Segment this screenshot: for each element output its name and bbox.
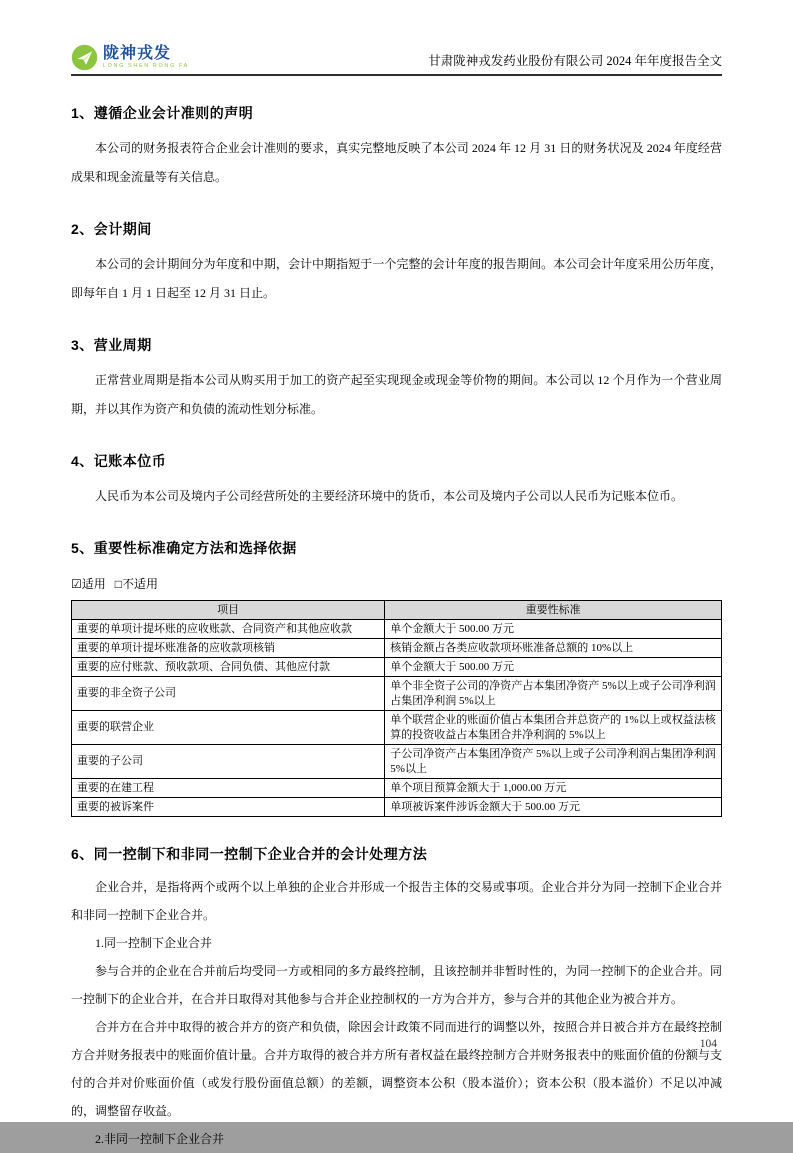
table-cell-item: 重要的应付账款、预收款项、合同负债、其他应付款 [72,658,385,677]
table-row [72,711,722,745]
page-header [71,0,722,71]
table-cell-item: 重要的单项计提坏账准备的应收款项核销 [72,639,385,658]
materiality-table [71,600,722,817]
table-cell-criterion: 单个联营企业的账面价值占本集团合并总资产的 1%以上或权益法核算的投资收益占本集团合并净利润的 5%以上 [385,711,722,745]
table-cell-item: 重要的单项计提坏账的应收账款、合同资产和其他应收款 [72,620,385,639]
paragraph: 正常营业周期是指本公司从购买用于加工的资产起至实现现金或现金等价物的期间。本公司以 12 个月作为一个营业周期，并以其作为资产和负债的流动性划分标准。 [71,373,722,416]
table-row [72,658,722,677]
table-cell-criterion: 单个项目预算金额大于 1,000.00 万元 [385,779,722,798]
table-cell-criterion: 子公司净资产占本集团净资产 5%以上或子公司净利润占集团净利润 5%以上 [385,745,722,779]
section-accounting-standards [71,103,722,192]
report-title: 甘肃陇神戎发药业股份有限公司 2024 年年度报告全文 [428,54,722,68]
section-heading: 5、重要性标准确定方法和选择依据 [71,540,297,556]
table-row [72,677,722,711]
table-row [72,779,722,798]
section-heading: 1、遵循企业会计准则的声明 [71,105,254,121]
section-heading: 2、会计期间 [71,221,152,237]
table-cell-criterion: 单个金额大于 500.00 万元 [385,620,722,639]
applicable-checkbox: ☑适用 [71,577,106,591]
section-functional-currency [71,451,722,511]
table-header-item: 项目 [72,601,385,620]
table-cell-criterion: 核销金额占各类应收款项坏账准备总额的 10%以上 [385,639,722,658]
section-accounting-period [71,219,722,308]
table-cell-criterion: 单个金额大于 500.00 万元 [385,658,722,677]
section-heading: 6、同一控制下和非同一控制下企业合并的会计处理方法 [71,846,428,862]
paragraph: 合并方在合并中取得的被合并方的资产和负债，除因会计政策不同而进行的调整以外，按照合并日被合并方在最终控制方合并财务报表中的账面价值计量。合并方取得的被合并方所有者权益在最终控制方合并财务报表中的账面价值的份额与支付的合并对价账面价值（或发行股份面值总额）的差额，调整资本公积（股本溢价）；资本公积（股本溢价）不足以冲减的，调整留存收益。 [71,1020,722,1118]
table-cell-criterion: 单个非全资子公司的净资产占本集团净资产 5%以上或子公司净利润占集团净利润 5%以上 [385,677,722,711]
paragraph: 本公司的会计期间分为年度和中期，会计中期指短于一个完整的会计年度的报告期间。本公司会计年度采用公历年度，即每年自 1 月 1 日起至 12 月 31 日止。 [71,257,722,300]
paragraph: 1.同一控制下企业合并 [95,936,213,950]
table-header-criterion: 重要性标准 [385,601,722,620]
section-operating-cycle [71,335,722,424]
table-cell-item: 重要的联营企业 [72,711,385,745]
logo-company-name: 陇神戎发 [103,44,172,62]
section-heading: 3、营业周期 [71,337,152,353]
section-materiality-criteria [71,538,722,817]
page-number: 104 [699,1038,717,1050]
section-business-combinations [71,844,722,1153]
paragraph: 2.非同一控制下企业合并 [95,1132,225,1146]
table-header-row [72,601,722,620]
table-row [72,745,722,779]
table-cell-item: 重要的被诉案件 [72,798,385,817]
applicability-row [71,575,722,592]
table-cell-item: 重要的子公司 [72,745,385,779]
header-divider [71,74,722,76]
paragraph: 企业合并，是指将两个或两个以上单独的企业合并形成一个报告主体的交易或事项。企业合并分为同一控制下企业合并和非同一控制下企业合并。 [71,880,722,922]
company-logo [71,44,189,71]
table-row [72,620,722,639]
table-cell-item: 重要的非全资子公司 [72,677,385,711]
section-heading: 4、记账本位币 [71,453,167,469]
logo-company-name-en: LONG SHEN RONG FA [103,62,189,69]
table-cell-item: 重要的在建工程 [72,779,385,798]
paragraph: 参与合并的企业在合并前后均受同一方或相同的多方最终控制，且该控制并非暂时性的，为同一控制下的企业合并。同一控制下的企业合并，在合并日取得对其他参与合并企业控制权的一方为合并方，参与合并的其他企业为被合并方。 [71,964,722,1006]
paragraph: 人民币为本公司及境内子公司经营所处的主要经济环境中的货币，本公司及境内子公司以人民币为记账本位币。 [95,489,684,503]
table-cell-criterion: 单项被诉案件涉诉金额大于 500.00 万元 [385,798,722,817]
not-applicable-checkbox: □不适用 [114,577,159,591]
logo-bird-icon [71,44,98,71]
table-row [72,798,722,817]
paragraph: 本公司的财务报表符合企业会计准则的要求，真实完整地反映了本公司 2024 年 12 月 31 日的财务状况及 2024 年度经营成果和现金流量等有关信息。 [71,141,722,184]
table-row [72,639,722,658]
